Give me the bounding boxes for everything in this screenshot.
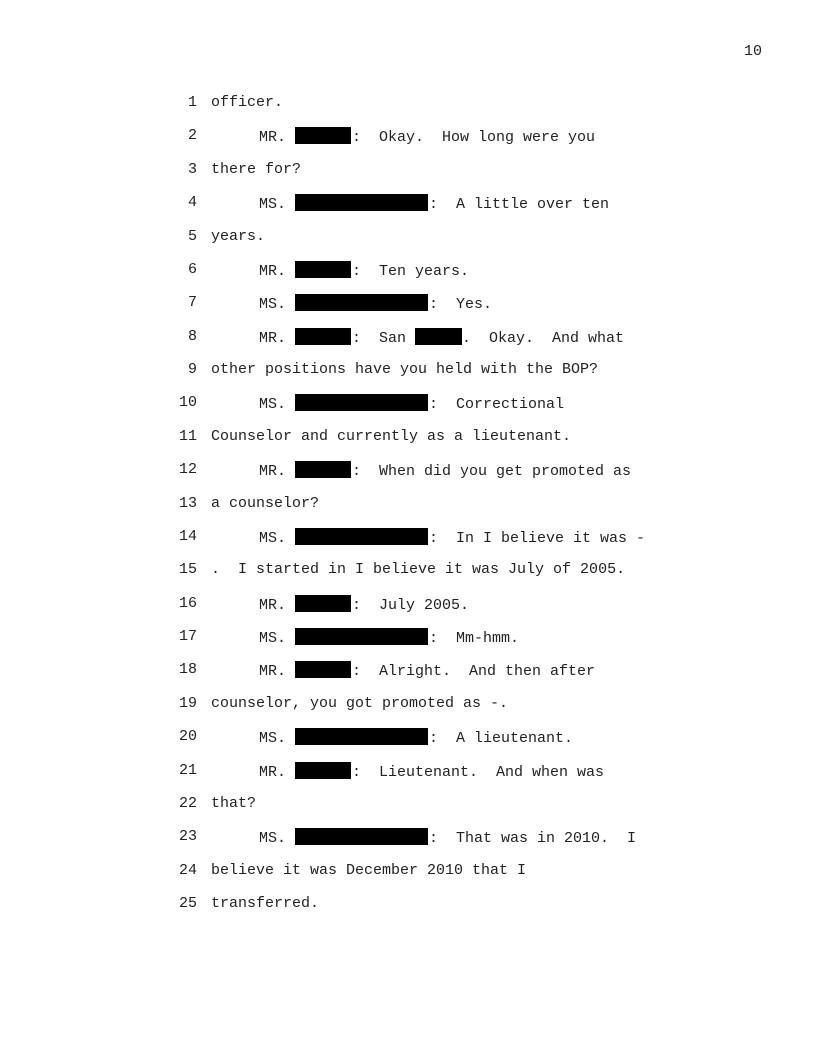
transcript-line — [0, 461, 816, 494]
line-number: 17 — [178, 628, 197, 645]
line-number: 25 — [178, 895, 197, 912]
transcript-line — [0, 828, 816, 861]
speaker-label: MS. — [259, 630, 287, 647]
speaker-turn — [259, 628, 519, 648]
line-text: . I started in I believe it was July of 2005. — [211, 561, 626, 579]
redaction-bar — [295, 828, 428, 845]
line-number: 12 — [178, 461, 197, 479]
line-text: : When did you get promoted as — [352, 463, 632, 481]
speaker-label: MS. — [259, 396, 287, 414]
transcript-line — [0, 161, 816, 194]
speaker-label: MR. — [259, 596, 287, 614]
transcript-line — [0, 127, 816, 160]
redaction-bar — [295, 661, 351, 678]
redaction-bar — [295, 528, 428, 545]
line-text: years. — [211, 227, 266, 245]
redaction-bar — [295, 394, 428, 411]
line-number: 6 — [187, 260, 197, 278]
transcript-line — [0, 795, 816, 828]
speaker-turn — [259, 528, 645, 548]
redaction-bar — [295, 294, 428, 311]
transcript-line — [0, 228, 816, 261]
line-text: other positions have you held with the BOP? — [211, 361, 599, 378]
transcript-line — [0, 661, 816, 694]
speaker-label: MR. — [259, 763, 287, 781]
redaction-bar — [295, 728, 428, 745]
speaker-turn — [259, 595, 469, 615]
speaker-turn — [259, 294, 492, 314]
line-number: 4 — [187, 194, 197, 212]
redaction-bar — [295, 127, 351, 144]
line-text: that? — [211, 794, 257, 812]
transcript-body — [0, 94, 816, 928]
line-number: 10 — [178, 394, 197, 412]
speaker-label: MR. — [259, 463, 287, 481]
transcript-line — [0, 394, 816, 427]
transcript-line — [0, 528, 816, 561]
line-text: counselor, you got promoted as -. — [211, 694, 509, 712]
transcript-line — [0, 895, 816, 928]
line-number: 2 — [187, 127, 197, 145]
speaker-label: MS. — [259, 830, 287, 848]
speaker-label: MS. — [259, 296, 287, 314]
line-number: 13 — [178, 494, 197, 512]
redaction-bar — [295, 261, 351, 278]
transcript-line — [0, 261, 816, 294]
transcript-line — [0, 194, 816, 227]
line-text: : San — [352, 329, 407, 347]
transcript-line — [0, 762, 816, 795]
transcript-line — [0, 728, 816, 761]
speaker-turn — [259, 728, 573, 748]
speaker-label: MR. — [259, 329, 287, 347]
speaker-turn — [259, 461, 631, 481]
redaction-bar — [295, 595, 351, 612]
transcript-line — [0, 428, 816, 461]
line-text: believe it was December 2010 that I — [211, 861, 527, 879]
line-text: transferred. — [211, 895, 320, 912]
redaction-bar — [415, 328, 462, 345]
transcript-line — [0, 628, 816, 661]
line-text: : Mm-hmm. — [429, 630, 520, 647]
line-text: : Alright. And then after — [352, 663, 596, 681]
speaker-turn — [259, 762, 604, 782]
line-text: a counselor? — [211, 494, 320, 512]
line-text: : Yes. — [429, 296, 493, 314]
transcript-line — [0, 862, 816, 895]
line-number: 9 — [187, 361, 197, 378]
speaker-turn — [259, 394, 564, 414]
speaker-label: MS. — [259, 196, 287, 214]
transcript-line — [0, 561, 816, 594]
speaker-turn — [259, 194, 609, 214]
line-number: 16 — [178, 594, 197, 612]
transcript-line — [0, 595, 816, 628]
line-text: : Correctional — [429, 396, 565, 414]
line-text: : A little over ten — [429, 196, 610, 214]
speaker-turn — [259, 661, 595, 681]
line-text: : Lieutenant. And when was — [352, 763, 605, 781]
transcript-line — [0, 294, 816, 327]
line-number: 22 — [178, 794, 197, 812]
transcript-line — [0, 328, 816, 361]
line-text: : Ten years. — [352, 262, 470, 280]
redaction-bar — [295, 461, 351, 478]
speaker-label: MR. — [259, 129, 287, 147]
redaction-bar — [295, 194, 428, 211]
speaker-turn — [259, 328, 624, 348]
line-number: 5 — [187, 227, 197, 245]
line-number: 14 — [178, 527, 197, 545]
line-text: : In I believe it was - — [429, 529, 646, 547]
speaker-turn — [259, 127, 595, 147]
line-text: officer. — [211, 94, 284, 111]
line-text: . Okay. And what — [462, 329, 625, 347]
line-text: : Okay. How long were you — [352, 129, 596, 147]
transcript-line — [0, 94, 816, 127]
speaker-turn — [259, 261, 469, 281]
page-number: 10 — [743, 43, 762, 60]
redaction-bar — [295, 628, 428, 645]
line-number: 15 — [178, 561, 197, 579]
line-text: there for? — [211, 160, 302, 178]
line-text: : A lieutenant. — [429, 730, 574, 748]
speaker-label: MS. — [259, 529, 287, 547]
redaction-bar — [295, 328, 351, 345]
speaker-label: MR. — [259, 663, 287, 681]
line-number: 21 — [178, 761, 197, 779]
redaction-bar — [295, 762, 351, 779]
speaker-turn — [259, 828, 636, 848]
line-text: : That was in 2010. I — [429, 830, 637, 848]
line-number: 3 — [187, 160, 197, 178]
line-number: 7 — [187, 294, 197, 312]
transcript-line — [0, 495, 816, 528]
speaker-label: MR. — [259, 262, 287, 280]
line-number: 19 — [178, 694, 197, 712]
line-text: Counselor and currently as a lieutenant. — [211, 427, 572, 445]
line-number: 1 — [187, 94, 197, 111]
transcript-line — [0, 695, 816, 728]
speaker-label: MS. — [259, 730, 287, 748]
line-number: 8 — [187, 327, 197, 345]
transcript-line — [0, 361, 816, 394]
line-number: 11 — [178, 427, 197, 445]
line-number: 18 — [178, 661, 197, 679]
line-number: 24 — [178, 861, 197, 879]
line-number: 20 — [178, 728, 197, 746]
line-text: : July 2005. — [352, 596, 470, 614]
line-number: 23 — [178, 828, 197, 846]
